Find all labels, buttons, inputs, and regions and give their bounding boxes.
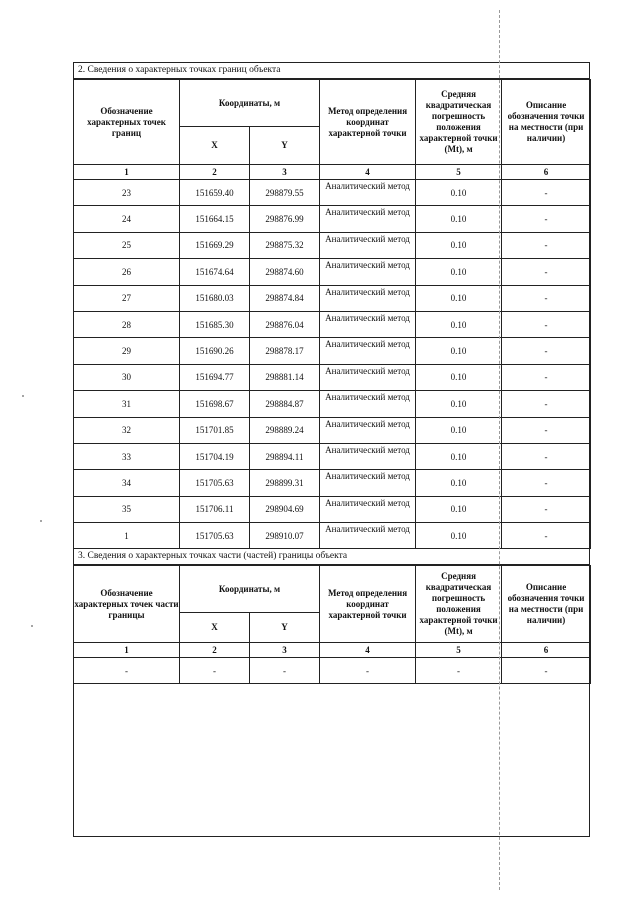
method-cell: Аналитический метод: [320, 232, 416, 258]
description-cell: -: [502, 180, 591, 206]
header-error: Средняя квадратическая погрешность положения характерной точки (Mt), м: [416, 80, 502, 165]
point-cell: 26: [74, 259, 180, 285]
header-x: X: [180, 613, 250, 643]
y-cell: 298876.99: [250, 206, 320, 232]
column-number: 6: [502, 643, 591, 658]
table-row: [74, 364, 591, 390]
method-cell: Аналитический метод: [320, 206, 416, 232]
mt-cell: 0.10: [416, 523, 502, 549]
x-cell: 151706.11: [180, 496, 250, 522]
x-cell: 151674.64: [180, 259, 250, 285]
table-row: [74, 470, 591, 496]
y-cell: 298876.04: [250, 311, 320, 337]
table-row: [74, 496, 591, 522]
description-cell: -: [502, 232, 591, 258]
header-y: Y: [250, 127, 320, 165]
table-row: [74, 232, 591, 258]
point-cell: 23: [74, 180, 180, 206]
scan-artifact-line: [499, 10, 500, 890]
y-cell: 298889.24: [250, 417, 320, 443]
column-number: 3: [250, 165, 320, 180]
x-cell: 151704.19: [180, 443, 250, 469]
description-cell: -: [502, 417, 591, 443]
description-cell: -: [502, 206, 591, 232]
method-cell: -: [320, 658, 416, 683]
mt-cell: 0.10: [416, 180, 502, 206]
x-cell: 151664.15: [180, 206, 250, 232]
point-cell: 27: [74, 285, 180, 311]
header-method: Метод определения координат характерной точки: [320, 566, 416, 643]
header-description: Описание обозначения точки на местности (при наличии): [502, 566, 591, 643]
method-cell: Аналитический метод: [320, 311, 416, 337]
description-cell: -: [502, 391, 591, 417]
y-cell: 298894.11: [250, 443, 320, 469]
header-designation: Обозначение характерных точек границ: [74, 80, 180, 165]
column-number: 6: [502, 165, 591, 180]
mt-cell: 0.10: [416, 259, 502, 285]
mt-cell: 0.10: [416, 311, 502, 337]
point-cell: 33: [74, 443, 180, 469]
mt-cell: -: [416, 658, 502, 683]
method-cell: Аналитический метод: [320, 443, 416, 469]
point-cell: 24: [74, 206, 180, 232]
method-cell: Аналитический метод: [320, 364, 416, 390]
method-cell: Аналитический метод: [320, 523, 416, 549]
method-cell: Аналитический метод: [320, 285, 416, 311]
description-cell: -: [502, 470, 591, 496]
mt-cell: 0.10: [416, 364, 502, 390]
x-cell: 151659.40: [180, 180, 250, 206]
point-cell: 34: [74, 470, 180, 496]
y-cell: -: [250, 658, 320, 683]
table-row: [74, 658, 591, 683]
point-cell: 31: [74, 391, 180, 417]
point-cell: 32: [74, 417, 180, 443]
method-cell: Аналитический метод: [320, 496, 416, 522]
column-number: 4: [320, 643, 416, 658]
mt-cell: 0.10: [416, 417, 502, 443]
method-cell: Аналитический метод: [320, 259, 416, 285]
description-cell: -: [502, 496, 591, 522]
section-3-table: [73, 565, 591, 683]
header-method: Метод определения координат характерной точки: [320, 80, 416, 165]
description-cell: -: [502, 523, 591, 549]
section-3-rows: [74, 658, 591, 683]
method-cell: Аналитический метод: [320, 470, 416, 496]
method-cell: Аналитический метод: [320, 338, 416, 364]
x-cell: 151680.03: [180, 285, 250, 311]
table-row: [74, 206, 591, 232]
mt-cell: 0.10: [416, 443, 502, 469]
mt-cell: 0.10: [416, 285, 502, 311]
y-cell: 298899.31: [250, 470, 320, 496]
x-cell: 151690.26: [180, 338, 250, 364]
table-row: [74, 338, 591, 364]
scan-speck: [22, 395, 24, 397]
x-cell: 151669.29: [180, 232, 250, 258]
column-number: 2: [180, 643, 250, 658]
method-cell: Аналитический метод: [320, 391, 416, 417]
mt-cell: 0.10: [416, 391, 502, 417]
x-cell: 151694.77: [180, 364, 250, 390]
column-number: 5: [416, 643, 502, 658]
x-cell: 151685.30: [180, 311, 250, 337]
header-x: X: [180, 127, 250, 165]
y-cell: 298874.60: [250, 259, 320, 285]
mt-cell: 0.10: [416, 206, 502, 232]
description-cell: -: [502, 338, 591, 364]
scan-speck: [31, 625, 33, 627]
section-2-title: 2. Сведения о характерных точках границ объекта: [74, 63, 589, 79]
header-coordinates: Координаты, м: [180, 80, 320, 127]
column-number: 3: [250, 643, 320, 658]
table-row: [74, 259, 591, 285]
x-cell: 151705.63: [180, 470, 250, 496]
x-cell: 151698.67: [180, 391, 250, 417]
x-cell: 151701.85: [180, 417, 250, 443]
method-cell: Аналитический метод: [320, 417, 416, 443]
table-row: [74, 285, 591, 311]
y-cell: 298904.69: [250, 496, 320, 522]
section-2-table: [73, 79, 591, 549]
description-cell: -: [502, 443, 591, 469]
section-2-rows: [74, 180, 591, 549]
table-row: [74, 523, 591, 549]
column-number-row: [74, 165, 591, 180]
description-cell: -: [502, 259, 591, 285]
description-cell: -: [502, 658, 591, 683]
header-error: Средняя квадратическая погрешность положения характерной точки (Mt), м: [416, 566, 502, 643]
scan-speck: [40, 520, 42, 522]
point-cell: 28: [74, 311, 180, 337]
column-number: 1: [74, 643, 180, 658]
table-row: [74, 391, 591, 417]
mt-cell: 0.10: [416, 232, 502, 258]
description-cell: -: [502, 364, 591, 390]
x-cell: -: [180, 658, 250, 683]
column-number: 1: [74, 165, 180, 180]
point-cell: 35: [74, 496, 180, 522]
point-cell: 30: [74, 364, 180, 390]
column-number: 2: [180, 165, 250, 180]
description-cell: -: [502, 285, 591, 311]
point-cell: -: [74, 658, 180, 683]
y-cell: 298884.87: [250, 391, 320, 417]
description-cell: -: [502, 311, 591, 337]
column-number: 5: [416, 165, 502, 180]
document-page: [73, 62, 590, 837]
header-coordinates: Координаты, м: [180, 566, 320, 613]
section-3-title: 3. Сведения о характерных точках части (частей) границы объекта: [74, 549, 589, 565]
table-row: [74, 180, 591, 206]
mt-cell: 0.10: [416, 496, 502, 522]
y-cell: 298878.17: [250, 338, 320, 364]
x-cell: 151705.63: [180, 523, 250, 549]
header-description: Описание обозначения точки на местности (при наличии): [502, 80, 591, 165]
column-number-row: [74, 643, 591, 658]
y-cell: 298879.55: [250, 180, 320, 206]
y-cell: 298874.84: [250, 285, 320, 311]
table-row: [74, 417, 591, 443]
header-y: Y: [250, 613, 320, 643]
y-cell: 298910.07: [250, 523, 320, 549]
table-row: [74, 311, 591, 337]
table-row: [74, 443, 591, 469]
header-designation: Обозначение характерных точек части границы: [74, 566, 180, 643]
mt-cell: 0.10: [416, 338, 502, 364]
y-cell: 298875.32: [250, 232, 320, 258]
point-cell: 1: [74, 523, 180, 549]
method-cell: Аналитический метод: [320, 180, 416, 206]
y-cell: 298881.14: [250, 364, 320, 390]
mt-cell: 0.10: [416, 470, 502, 496]
point-cell: 29: [74, 338, 180, 364]
column-number: 4: [320, 165, 416, 180]
point-cell: 25: [74, 232, 180, 258]
